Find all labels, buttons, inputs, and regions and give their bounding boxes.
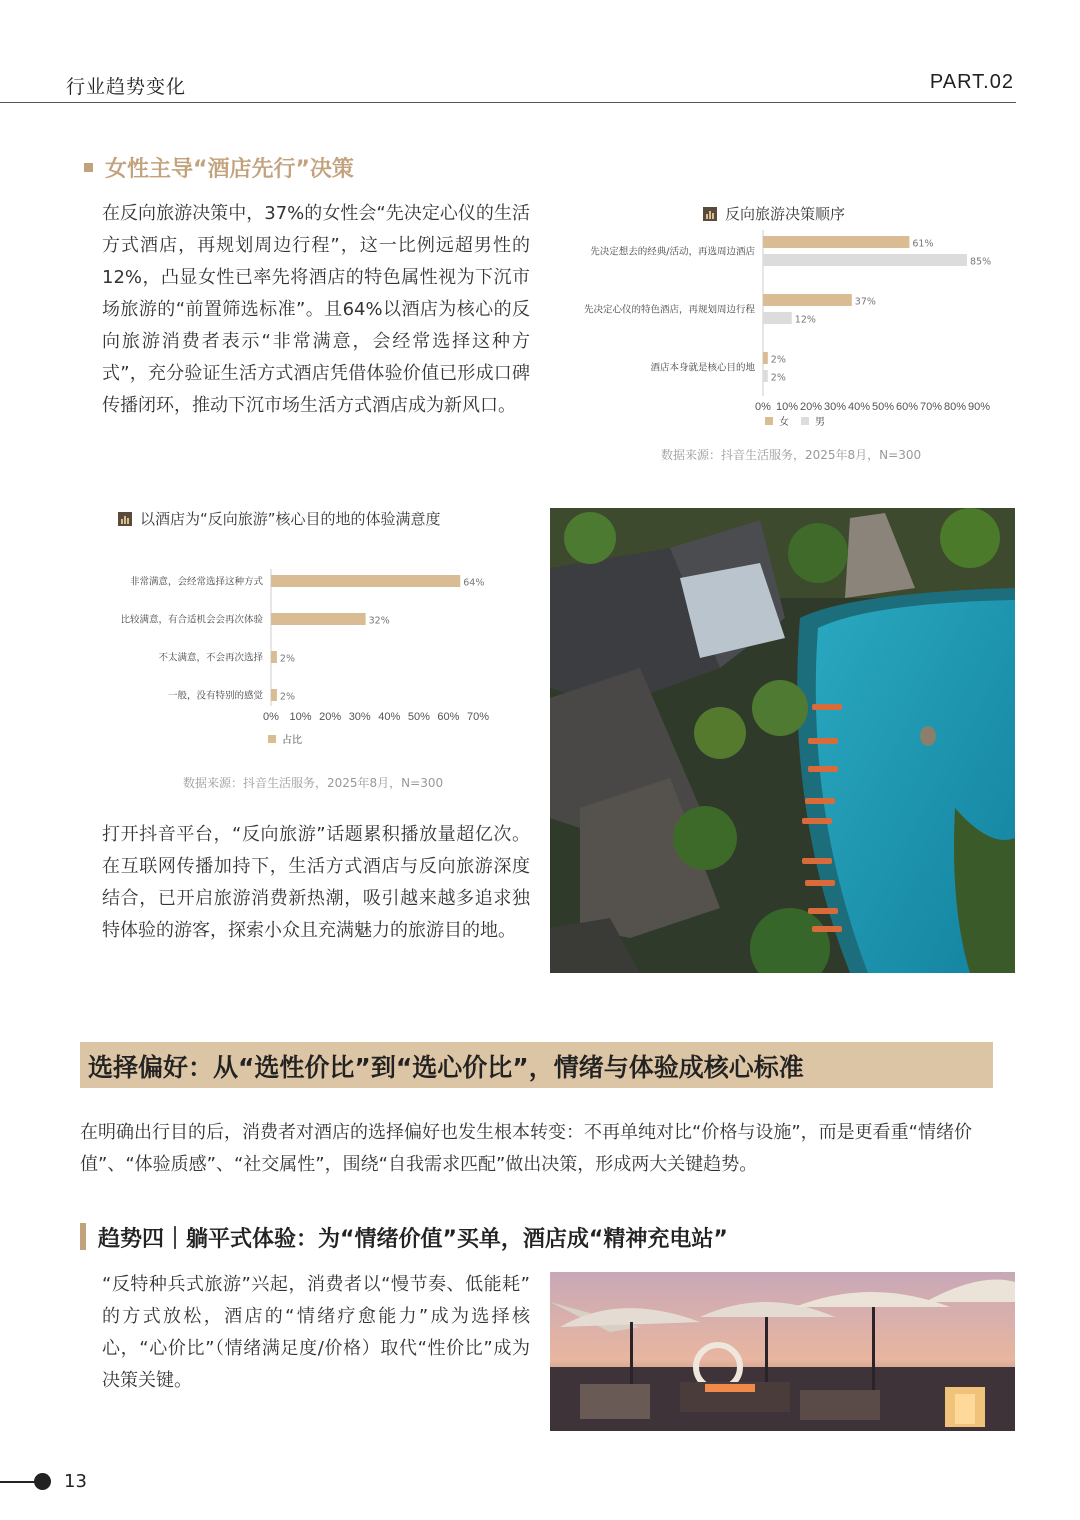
trend-title: 趋势四｜躺平式体验：为“情绪价值”买单，酒店成“精神充电站” (98, 1227, 728, 1252)
bar (763, 254, 967, 266)
chart2-bar-chart (100, 560, 520, 755)
trend-paragraph: “反特种兵式旅游”兴起，消费者以“慢节奏、低能耗” 的方式放松，酒店的“情绪疗愈能力”成为选择核心，“心价比”（情绪满足度/价格）取代“性价比”成为决策关键。 (102, 1274, 530, 1391)
legend-swatch (801, 417, 809, 425)
x-tick-label: 70% (919, 401, 943, 413)
rooftop-terrace-photo (550, 1272, 1015, 1431)
legend-swatch (268, 735, 276, 743)
legend-label: 男 (815, 417, 825, 428)
data-label: 12% (794, 314, 816, 326)
header-part-label: PART.02 (929, 71, 1014, 93)
data-label: 37% (854, 296, 876, 308)
data-label: 85% (970, 256, 992, 268)
intro-paragraph: 在反向旅游决策中，37%的女性会“先决定心仪的生活方式酒店，再规划周边行程”，这一比例远超男性的12%，凸显女性已率先将酒店的特色属性视为下沉市场旅游的“前置筛选标准”。且64%以酒店为核心的反向旅游消费者表示“非常满意，会经常选择这种方式”，充分验证生活方式酒店凭借体验价值已形成口碑传播闭环，推动下沉市场生活方式酒店成为新风口。 (102, 203, 530, 416)
second-paragraph: 打开抖音平台，“反向旅游”话题累积播放量超亿次。在互联网传播加持下，生活方式酒店与反向旅游深度结合，已开启旅游消费新热潮，吸引越来越多追求独特体验的游客，探索小众且充满魅力的旅游目的地。 (102, 824, 530, 941)
x-tick-label: 60% (895, 401, 919, 413)
preference-paragraph: 在明确出行目的后，消费者对酒店的选择偏好也发生根本转变：不再单纯对比“价格与设施”，而是更看重“情绪价值”、“体验质感”、“社交属性”，围绕“自我需求匹配”做出决策，形成两大关键趋势。 (80, 1122, 972, 1175)
bar (763, 370, 768, 382)
square-bullet-icon (84, 163, 93, 172)
chart1-title-text: 反向旅游决策顺序 (725, 205, 846, 223)
x-tick-label: 70% (466, 711, 490, 723)
x-tick-label: 80% (943, 401, 967, 413)
section-title-text: 女性主导“酒店先行”决策 (105, 157, 354, 182)
category-label: 先决定想去的经典/活动，再选周边酒店 (590, 246, 755, 258)
x-tick-label: 60% (437, 711, 460, 723)
bar (271, 613, 366, 625)
section-title (84, 152, 354, 183)
header-divider (0, 102, 1016, 103)
chart2-title-text: 以酒店为“反向旅游”核心目的地的体验满意度 (140, 510, 441, 528)
x-tick-label: 40% (378, 711, 401, 723)
x-tick-label: 0% (263, 711, 279, 723)
x-tick-label: 50% (871, 401, 895, 413)
legend-label: 占比 (282, 735, 302, 746)
bar (271, 651, 277, 663)
legend-swatch (765, 417, 773, 425)
bar (763, 352, 768, 364)
chart1-bar-chart (560, 225, 1020, 440)
category-label: 非常满意，会经常选择这种方式 (129, 576, 263, 588)
x-tick-label: 10% (289, 711, 312, 723)
bar (763, 312, 792, 324)
x-tick-label: 40% (847, 401, 871, 413)
data-label: 64% (463, 577, 485, 589)
page-number: 13 (64, 1471, 87, 1492)
x-tick-label: 20% (319, 711, 342, 723)
category-label: 不太满意，不会再次选择 (158, 652, 263, 664)
category-label: 酒店本身就是核心目的地 (650, 362, 755, 374)
x-tick-label: 90% (967, 401, 991, 413)
chart2-source: 数据来源：抖音生活服务，2025年8月，N=300 (183, 776, 444, 790)
x-tick-label: 30% (823, 401, 847, 413)
bar (763, 294, 852, 306)
bar-chart-icon (703, 207, 717, 221)
bar-chart-icon (118, 512, 132, 526)
data-label: 2% (770, 372, 786, 384)
x-tick-label: 20% (799, 401, 823, 413)
trend-accent-bar (80, 1223, 86, 1250)
x-tick-label: 30% (348, 711, 371, 723)
chart1-title (703, 203, 845, 224)
bar (763, 236, 909, 248)
bar (271, 575, 460, 587)
data-label: 32% (368, 615, 390, 627)
bar (271, 689, 277, 701)
chart1-source: 数据来源：抖音生活服务，2025年8月，N=300 (661, 448, 922, 462)
category-label: 先决定心仪的特色酒店，再规划周边行程 (583, 304, 755, 316)
x-tick-label: 10% (775, 401, 799, 413)
header-section-label: 行业趋势变化 (66, 76, 187, 98)
category-label: 比较满意，有合适机会会再次体验 (120, 614, 263, 626)
section-banner-title: 选择偏好：从“选性价比”到“选心价比”，情绪与体验成核心标准 (88, 1053, 804, 1082)
x-tick-label: 0% (755, 401, 771, 413)
data-label: 2% (279, 691, 295, 703)
data-label: 2% (279, 653, 295, 665)
chart2-title (118, 508, 441, 529)
data-label: 61% (912, 238, 934, 250)
legend-label: 女 (779, 417, 789, 428)
page-indicator-line (0, 1481, 38, 1483)
aerial-resort-photo (550, 508, 1015, 973)
data-label: 2% (770, 354, 786, 366)
x-tick-label: 50% (407, 711, 430, 723)
category-label: 一般，没有特别的感觉 (167, 690, 263, 702)
page-indicator-dot (34, 1473, 51, 1490)
